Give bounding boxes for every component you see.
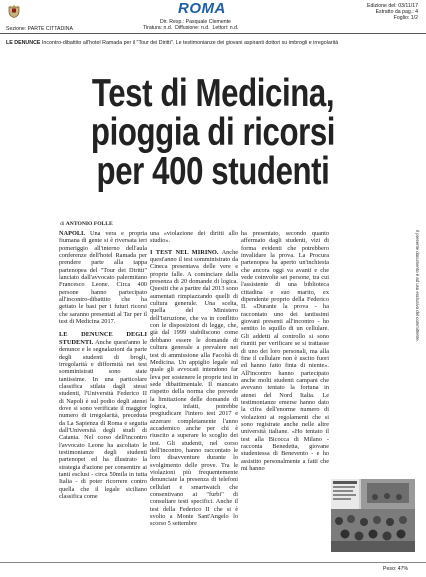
weight-label: Peso: 47% (383, 566, 409, 572)
edition-date: 03/11/17 (398, 3, 418, 9)
headline-line-1: Test di Medicina, (91, 72, 335, 115)
byline-prefix: di (60, 221, 65, 227)
subhead-test-mirino: I TEST NEL MIRINO. (150, 248, 219, 256)
director-value: Pasquale Clemente (185, 19, 231, 25)
col1-paragraph-2: Anche quest'anno le denunce e le segnalazioni da parte degli studenti di brogli, irregolarità e difformità nei test somministrati sono state tantissime. In una particolare classifica stilata dagli stessi studenti, l'Università Federico II di Napoli è sul podio degli atenei dove si sono verificate il maggior numero di irregolarità, preceduta da La Sapienza di Roma e seguita dall'Università degli studi di Catania. Nel corso dell'incontro l'avvocato Leone ha ascoltato le testimonianze degli studenti partenopei ed ha illustrato la strategia d'azione per consentire ai tanti esclusi - circa 50mila in tutta Italia - di poter ricorrere contro quella che il legale siciliano classifica come (59, 338, 147, 501)
article-photo (331, 479, 415, 552)
summary-line (6, 40, 420, 46)
section-label: Sezione: (6, 26, 27, 32)
dateline: NAPOLI. (59, 230, 86, 237)
excerpt-page: 4 (415, 9, 418, 15)
summary-tag: LE DENUNCE (6, 40, 41, 46)
edition-info (367, 3, 418, 21)
masthead: ROMA (178, 0, 226, 17)
col3-paragraph-1: ha presentato, secondo quanto affermato dagli studenti, vizi di forma evidenti che potrebbero invalidare la prova. La Procura partenopea ha aperto un'inchiesta che ancora oggi va avanti e che vede coinvolte sei persone, tra cui l'assistente di una biblioteca cittadina e suo marito, ex dipendente proprio della Federico II. «Durante la prova - ha raccontato uno dei tantissimi giovani presenti all'incontro - ho sentito lo squillo di un cellulare. Gli addetti al controllo si sono riuniti per verificare se si trattasse di uno dei loro personali, ma alla fine il cellulare non è uscito fuori ed hanno fatto finta di niente». All'incontro hanno partecipato anche molti studenti campani che avevano tentato la fortuna in atenei del Nord Italia. Le testimonianze emerse hanno dato la cifra dell'enorme numero di violazioni ai regolamenti che si sono registrate anche nelle altre università italiane. «Ho tentato il test alla Bicocca di Milano - racconta Benedetta, giovane studentessa di Benevento - e ho assistito personalmente a fatti che mi hanno (241, 230, 329, 472)
byline-author: ANTONIO FOLLE (65, 221, 113, 227)
col2-paragraph-2: Anche quest'anno il test somministrato da Cineca presentava delle vere e proprie falle. A cominciare dalla presenza di 20 domande di logica. Quesiti che a partire dal 2013 sono aumentati rimpiazzando quelli di cultura generale. Una scelta, quella del Ministero dell'Istruzione, che va in conflitto con le disposizioni di legge, che, già dal 1999 stabiliscono come debbano essere le domande di cultura generale a prevalere nei test di ammissione alla Facoltà di Medicina. Un appiglio legale sul quale gli avvocati intendono far leva per sostenere le proprie tesi in sede dibattimentale. Il mancato rispetto della norma che prevede la limitazione delle domande di logica, infatti, potrebbe pregiudicare l'intero test 2017 e azzerare completamente l'anno accademico anche per chi è riuscito a superare lo scoglio dei test. Gli studenti, nel corso dell'incontro, hanno raccontato le loro disavventure durante lo svolgimento delle prove. Tra le violazioni più frequentemente denunciate la presenza di telefoni cellulari e smartwatch che consentivano ai "furbi" di consultare testi specifici. Anche il test della Federico II che si è svolto a Monte Sant'Angelo lo scorso 5 settembre (150, 248, 239, 528)
newspaper-crest-logo (7, 4, 21, 18)
director-label: Dir. Resp.: (160, 19, 185, 25)
excerpt-label: Estratto da pag.: (375, 9, 414, 15)
circulation-stats: Tiratura: n.d. Diffusione: n.d. Lettori: n.d. (143, 25, 239, 31)
edition-label: Edizione del: (367, 3, 397, 9)
article-column-2 (150, 230, 238, 528)
byline (60, 221, 113, 227)
headline-line-2: pioggia di ricorsi (90, 111, 336, 154)
summary-text: Incontro-dibattito all'hotel Ramada per il "Tour dei Diritti". Le testimonianze dei giovani aspiranti dottori su imbrogli e irregolarità (41, 40, 339, 46)
sheet-label: Foglio: (393, 15, 410, 21)
section-info (6, 26, 73, 32)
footer-rule (0, 562, 426, 563)
headline-line-3: per 400 studenti (96, 150, 330, 193)
side-note: Il presente documento è ad uso esclusivo del committente. (415, 230, 420, 342)
subhead-denunce: LE DENUNCE DEGLI STUDENTI. (59, 331, 147, 346)
header-rule (0, 33, 426, 34)
col2-paragraph-1: una «violazione dei diritti allo studio». (150, 230, 238, 245)
col1-paragraph-1: Una vera e propria fiumana di gente si è riversata ieri pomeriggio all'interno dell'aula conferenze dell'hotel Ramada per prendere parte alla tappa partenopea del "Tour dei Diritti" lanciato dall'avvocato palermitano Francesco Leone. Circa 400 persone hanno partecipato all'incontro-dibattito che ha gettato le basi per i futuri ricorsi che saranno presentati al Tar per il test di Medicina 2017. (59, 230, 147, 326)
section-value: PARTE CITTADINA (27, 26, 73, 32)
article-column-1 (59, 230, 147, 500)
article-column-3 (241, 230, 329, 472)
sheet-value: 1/2 (410, 15, 418, 21)
